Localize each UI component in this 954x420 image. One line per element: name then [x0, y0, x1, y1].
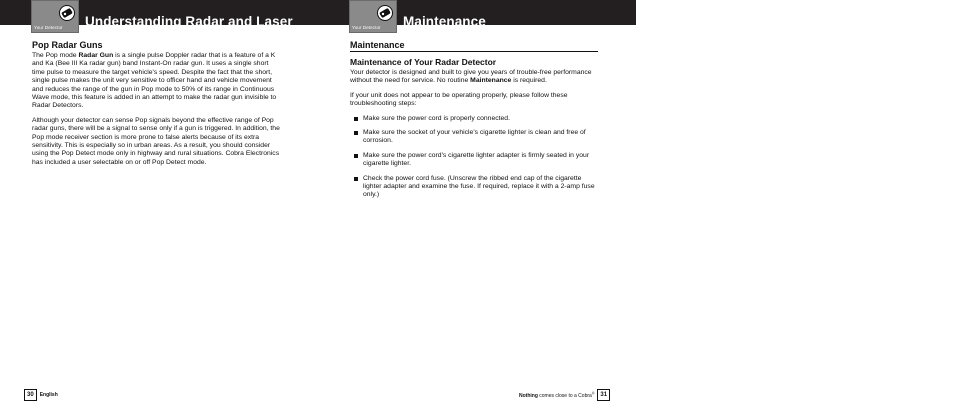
list-item	[350, 129, 600, 146]
pop-radar-para-1	[32, 52, 282, 111]
bullet-square-icon	[354, 117, 358, 121]
bullet-square-icon	[354, 131, 358, 135]
list-item-text: Make sure the power cord is properly connected.	[363, 114, 510, 122]
list-item	[350, 152, 600, 169]
left-header-title: Understanding Radar and Laser	[85, 14, 293, 29]
list-item-text: Make sure the socket of your vehicle's cigarette lighter is clean and free of corrosion.	[363, 129, 586, 145]
radar-detector-icon	[376, 4, 394, 22]
radar-detector-icon	[58, 4, 76, 22]
list-item-text: Make sure the power cord's cigarette lighter adapter is firmly seated in your cigarette lighter.	[363, 151, 590, 168]
blank-area	[636, 0, 954, 420]
pop-radar-para-2: Although your detector can sense Pop signals beyond the effective range of Pop radar guns, there will be a signal to sense only if a gun is triggered. In addition, the Pop mode receiver section is more prone to false alerts because of its extra sensitivity. This is especially so in urban areas. As a result, you should consider using the Pop Detect mode only in highway and rural situations. Cobra Electronics has included a user selectable on or off Pop Detect mode.	[32, 116, 280, 166]
para-bold-term: Maintenance	[470, 77, 512, 85]
para-text: is a single pulse Doppler radar that is a feature of a K and Ka (Bee III Ka radar gun) band Instant-On radar gun. It uses a single short time pulse to measure the target vehicle's speed. Despite the fact that the short, single pulse makes the unit very sensitive to officer hand and vehicle movement and reduces the range of the gun in Pop mode to 50% of its range in Continuous Wave mode, this feature is added in an attempt to make the radar gun invisible to Radar Detectors.	[32, 52, 277, 110]
page-number-right: 31	[597, 389, 610, 401]
page-number-left: 30	[24, 389, 37, 401]
para-bold-term: Radar Gun	[78, 52, 114, 59]
left-footer	[24, 386, 58, 404]
right-content	[350, 40, 600, 206]
list-item	[350, 115, 600, 123]
bullet-square-icon	[354, 154, 358, 158]
maintenance-para-2: If your unit does not appear to be operating properly, please follow these troubleshooting steps:	[350, 91, 568, 108]
footer-slogan	[519, 390, 595, 399]
trademark-symbol: ®	[591, 390, 595, 395]
para-text: Your detector is designed and built to give you years of trouble-free performance without the need for service. No routine	[350, 69, 592, 85]
left-page	[0, 0, 318, 420]
right-header-title: Maintenance	[403, 14, 486, 29]
left-content	[32, 40, 282, 173]
footer-language: English	[39, 391, 58, 398]
right-tab-label: Your Detector	[352, 25, 381, 30]
list-item	[350, 175, 600, 200]
maintenance-sub-heading: Maintenance of Your Radar Detector	[350, 57, 497, 67]
right-footer	[519, 386, 610, 404]
pop-radar-guns-heading: Pop Radar Guns	[32, 40, 103, 50]
bullet-square-icon	[354, 177, 358, 181]
para-text: is required.	[511, 77, 547, 85]
left-tab-label: Your Detector	[34, 25, 63, 30]
slogan-bold: Nothing	[519, 392, 538, 399]
left-section-tab	[31, 0, 79, 33]
slogan-text: comes close to a Cobra	[537, 392, 592, 399]
troubleshooting-list	[350, 115, 600, 200]
list-item-text: Check the power cord fuse. (Unscrew the ribbed end cap of the cigarette lighter adapter and examine the fuse. If required, replace it with a 2-amp fuse only.)	[363, 174, 595, 199]
maintenance-para-1	[350, 69, 600, 86]
right-section-tab	[349, 0, 397, 33]
right-page	[318, 0, 636, 420]
para-text: The Pop mode	[32, 52, 79, 59]
maintenance-section-heading: Maintenance	[350, 40, 598, 52]
